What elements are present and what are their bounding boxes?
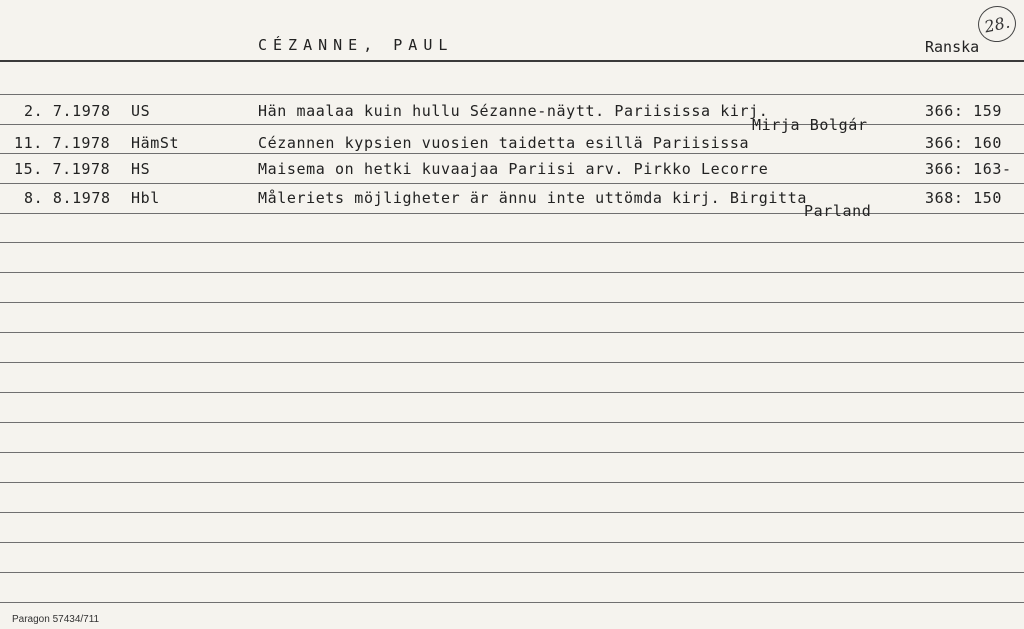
line-rule <box>0 392 1024 393</box>
line-rule <box>0 332 1024 333</box>
entry-date: 11. 7.1978 <box>14 134 111 152</box>
line-rule <box>0 272 1024 273</box>
entry-title: Hän maalaa kuin hullu Sézanne-näytt. Pariisissa kirj. <box>258 102 769 120</box>
line-rule <box>0 242 1024 243</box>
entry-source: HS <box>131 160 151 178</box>
line-rule <box>0 602 1024 603</box>
entry-ref: 366: 160 <box>925 134 1003 152</box>
entry-note: Parland <box>804 202 872 220</box>
entry-ref: 366: 159 <box>925 102 1003 120</box>
line-rule <box>0 362 1024 363</box>
line-rule <box>0 183 1024 184</box>
entry-title: Måleriets möjligheter är ännu inte uttömda kirj. Birgitta <box>258 189 807 207</box>
entry-source: HämSt <box>131 134 180 152</box>
header-rule <box>0 60 1024 62</box>
entry-ref: 368: 150 <box>925 189 1003 207</box>
line-rule <box>0 452 1024 453</box>
line-rule <box>0 302 1024 303</box>
line-rule <box>0 542 1024 543</box>
entry-date: 8. 8.1978 <box>24 189 111 207</box>
line-rule <box>0 153 1024 154</box>
entry-source: Hbl <box>131 189 160 207</box>
entry-title: Maisema on hetki kuvaajaa Pariisi arv. Pirkko Lecorre <box>258 160 769 178</box>
line-rule <box>0 94 1024 95</box>
entry-source: US <box>131 102 151 120</box>
entry-title: Cézannen kypsien vuosien taidetta esillä Pariisissa <box>258 134 750 152</box>
card-number-stamp: 28. <box>975 2 1020 45</box>
card-country: Ranska <box>925 38 980 56</box>
line-rule <box>0 572 1024 573</box>
line-rule <box>0 482 1024 483</box>
entry-date: 15. 7.1978 <box>14 160 111 178</box>
entry-ref: 366: 163- <box>925 160 1012 178</box>
printer-imprint: Paragon 57434/711 <box>12 614 100 625</box>
card-name: CÉZANNE, PAUL <box>258 36 454 54</box>
entry-note: Mirja Bolgár <box>752 116 868 134</box>
line-rule <box>0 124 1024 125</box>
entry-date: 2. 7.1978 <box>24 102 111 120</box>
line-rule <box>0 512 1024 513</box>
line-rule <box>0 422 1024 423</box>
